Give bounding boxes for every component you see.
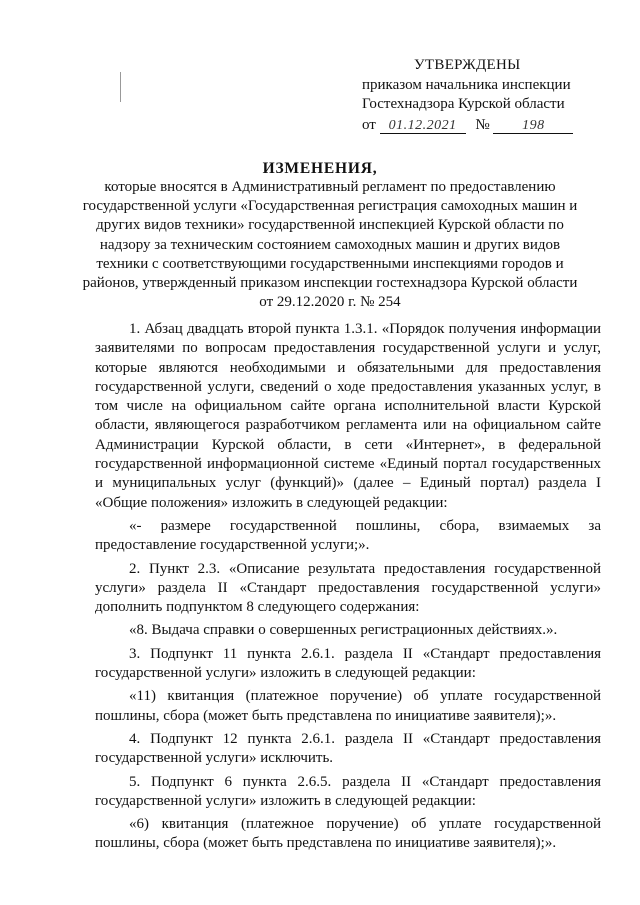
document-subtitle: которые вносятся в Административный регламент по предоставлению государственной услуги «Государственная регистрация самоходных машин и других видов техники» государственной инспекцией Курской области по надзору за техническим состоянием самоходных машин и других видов техники с соответствующими государственными инспекциями городов и районов, утвержденный приказом инспекции гостехнадзора Курской области от 29.12.2020 г. № 254 <box>82 179 578 311</box>
document-title: ИЗМЕНЕНИЯ, <box>262 160 378 177</box>
paragraph-2: 2. Пункт 2.3. «Описание результата предоставления государственной услуги» раздела II «Стандарт предоставления государственной услуги» дополнить подпунктом 8 следующего содержания: <box>95 560 601 616</box>
approval-heading: УТВЕРЖДЕНЫ <box>414 57 521 73</box>
paragraph-5-quote: «6) квитанция (платежное поручение) об уплате государственной пошлины, сбора (может быть представлена по инициативе заявителя);». <box>95 816 601 852</box>
paragraph-4: 4. Подпункт 12 пункта 2.6.1. раздела II «Стандарт предоставления государственной услуги» исключить. <box>95 730 601 767</box>
paragraph-1: 1. Абзац двадцать второй пункта 1.3.1. «Порядок получения информации заявителями по вопросам предоставления государственной услуги и услуг, которые являются необходимыми и обязательными для предоставления государственной услуги, сведений о ходе предоставления указанных услуг, в том числе на официальном сайте органа исполнительной власти Курской области, являющегося разработчиком регламента или на официальном сайте Администрации Курской области, в сети «Интернет», в федеральной государственной информационной системе «Единый портал государственных и муниципальных услуг (функций)» (далее – Единый портал) раздела I «Общие положения» изложить в следующей редакции: <box>95 321 601 511</box>
approval-line-2: Гостехнадзора Курской области <box>362 96 565 112</box>
approval-date-number-line <box>362 116 573 135</box>
paragraph-3-quote: «11) квитанция (платежное поручение) об уплате государственной пошлины, сбора (может быть представлена по инициативе заявителя);». <box>95 688 601 724</box>
paragraph-3: 3. Подпункт 11 пункта 2.6.1. раздела II «Стандарт предоставления государственной услуги» изложить в следующей редакции: <box>95 645 601 682</box>
approval-from-label: от <box>362 117 376 133</box>
approval-date: 01.12.2021 <box>388 118 457 133</box>
approval-number-field <box>493 116 573 134</box>
paragraph-2-quote: «8. Выдача справки о совершенных регистрационных действиях.». <box>129 622 558 639</box>
approval-date-field <box>380 116 466 134</box>
paragraph-1-quote: «- размере государственной пошлины, сбора, взимаемых за предоставление государственной услуги;». <box>95 517 601 554</box>
scan-artifact <box>120 72 121 102</box>
approval-line-1: приказом начальника инспекции <box>362 77 571 93</box>
approval-number: 198 <box>522 118 545 133</box>
document-body <box>95 320 601 858</box>
approval-number-label: № <box>475 117 490 133</box>
paragraph-5: 5. Подпункт 6 пункта 2.6.5. раздела II «Стандарт предоставления государственной услуги» изложить в следующей редакции: <box>95 773 601 809</box>
